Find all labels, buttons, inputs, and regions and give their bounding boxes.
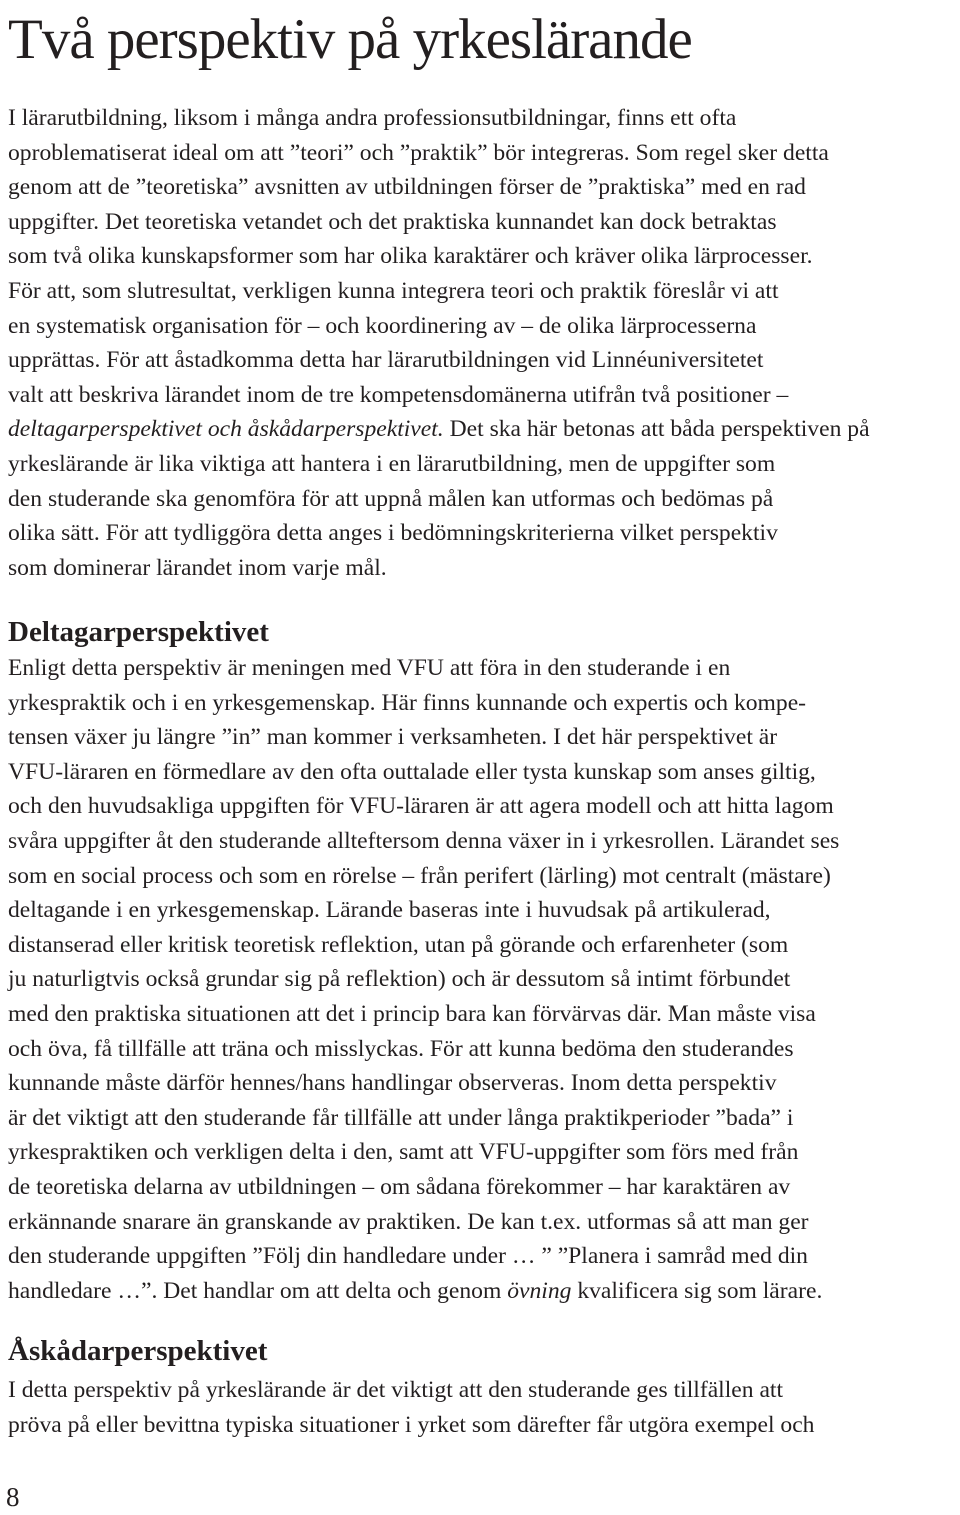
text-line: valt att beskriva lärandet inom de tre kompetensdomänerna utifrån två positioner – [8,381,789,408]
text-line: en systematisk organisation för – och koordinering av – de olika lärprocesserna [8,312,757,339]
page-title: Två perspektiv på yrkeslärande [8,8,692,71]
text-line: För att, som slutresultat, verkligen kunna integrera teori och praktik föreslår vi att [8,277,779,304]
text-line: I detta perspektiv på yrkeslärande är det viktigt att den studerande ges tillfällen att [8,1377,784,1403]
text-line: Enligt detta perspektiv är meningen med VFU att föra in den studerande i en [8,655,731,681]
text-line: och öva, få tillfälle att träna och misslyckas. För att kunna bedöma den studerandes [8,1035,794,1062]
text-line: som dominerar lärandet inom varje mål. [8,554,387,581]
text-line: svåra uppgifter åt den studerande allteftersom denna växer in i yrkesrollen. Lärandet ses [8,827,840,854]
text-fragment: Det ska här betonas att båda perspektiven på [443,416,870,443]
text-line: upprättas. För att åstadkomma detta har lärarutbildningen vid Linnéuniversitetet [8,347,764,374]
text-line: som en social process och som en rörelse – från perifert (lärling) mot centralt (mästare) [8,862,831,889]
italic-term: övning [507,1277,572,1304]
text-line: med den praktiska situationen att det i princip bara kan förvärvas där. Man måste visa [8,1000,816,1027]
text-line: pröva på eller bevittna typiska situationer i yrket som därefter får utgöra exempel och [8,1411,815,1438]
italic-term: deltagarperspektivet och åskådarperspektivet. [8,416,444,443]
text-line: de teoretiska delarna av utbildningen – om sådana förekommer – har karaktären av [8,1173,791,1200]
section-paragraph-askadarperspektivet [8,1373,814,1442]
text-fragment: handledare …”. Det handlar om att delta och genom [8,1277,508,1304]
page-number: 8 [6,1482,20,1512]
text-line: olika sätt. För att tydliggöra detta anges i bedömningskriterierna vilket perspektiv [8,520,778,547]
text-line: erkännande snarare än granskande av praktiken. De kan t.ex. utformas så att man ger [8,1208,809,1235]
text-line: yrkespraktiken och verkligen delta i den, samt att VFU-uppgifter som förs med från [8,1139,799,1166]
section-paragraph-deltagarperspektivet [8,651,839,1308]
text-line: yrkespraktik och i en yrkesgemenskap. Här finns kunnande och expertis och kompe- [8,689,807,716]
text-line: tensen växer ju längre ”in” man kommer i verksamheten. I det här perspektivet är [8,724,778,751]
text-line: som två olika kunskapsformer som har olika karaktärer och kräver olika lärprocesser. [8,243,813,270]
intro-paragraph [8,101,870,585]
text-line: den studerande ska genomföra för att uppnå målen kan utformas och bedömas på [8,485,774,512]
text-line: och den huvudsakliga uppgiften för VFU-läraren är att agera modell och att hitta lagom [8,793,834,820]
section-heading-askadarperspektivet: Åskådarperspektivet [8,1335,268,1367]
text-line: yrkeslärande är lika viktiga att hantera i en lärarutbildning, men de uppgifter som [8,450,776,477]
text-line [8,1274,839,1309]
text-line: VFU-läraren en förmedlare av den ofta outtalade eller tysta kunskap som anses giltig, [8,758,816,785]
section-heading-deltagarperspektivet: Deltagarperspektivet [8,616,269,648]
text-line: är det viktigt att den studerande får tillfälle att under långa praktikperioder ”bada” i [8,1104,794,1131]
text-line: genom att de ”teoretiska” avsnitten av utbildningen förser de ”praktiska” med en rad [8,174,806,201]
text-line [8,412,870,447]
text-line: distanserad eller kritisk teoretisk reflektion, utan på görande och erfarenheter (som [8,931,789,958]
text-line: den studerande uppgiften ”Följ din handledare under … ” ”Planera i samråd med din [8,1243,808,1270]
text-line: kunnande måste därför hennes/hans handlingar observeras. Inom detta perspektiv [8,1070,777,1097]
text-line: uppgifter. Det teoretiska vetandet och det praktiska kunnandet kan dock betraktas [8,208,777,235]
text-line: I lärarutbildning, liksom i många andra professionsutbildningar, finns ett ofta [8,105,737,131]
text-fragment: kvalificera sig som lärare. [571,1277,823,1304]
text-line: ju naturligtvis också grundar sig på reflektion) och är dessutom så intimt förbundet [8,966,791,993]
text-line: oproblematiserat ideal om att ”teori” och ”praktik” bör integreras. Som regel sker detta [8,139,829,166]
text-line: deltagande i en yrkesgemenskap. Lärande baseras inte i huvudsak på artikulerad, [8,897,771,924]
